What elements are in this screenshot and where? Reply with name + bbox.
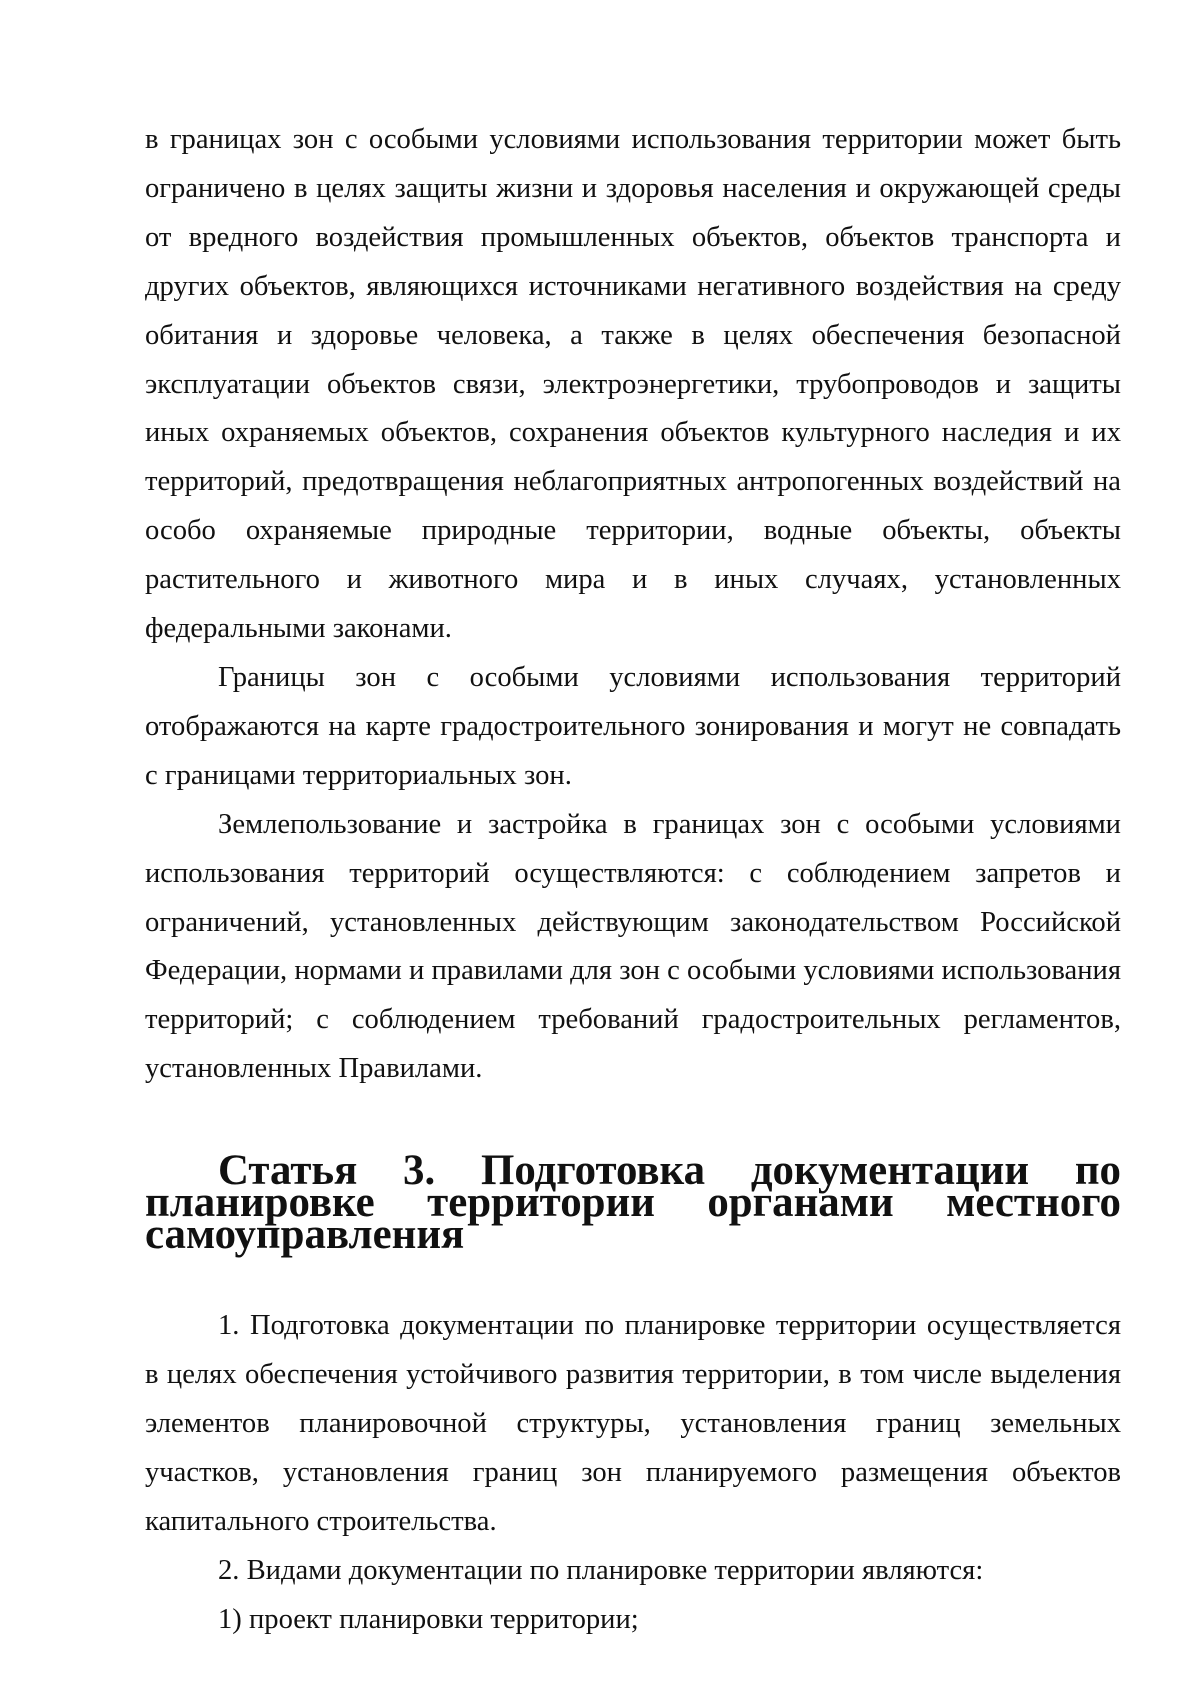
paragraph-item-1: 1. Подготовка документации по планировке территории осуществляется в целях обеспечения устойчивого развития территории, в том числе выделения элементов планировочной структуры, установления границ земельных участков, установления границ зон планируемого размещения объектов капитального строительства. — [145, 1310, 1121, 1537]
paragraph-land-use: Землепользование и застройка в границах зон с особыми условиями использования территорий осуществляются: с соблюдением запретов и ограничений, установленных действующим законодательством Российской Федерации, нормами и правилами для зон с особыми условиями использования территорий; с соблюдением требований градостроительных регламентов, установленных Правилами. — [145, 808, 1121, 1085]
spacer — [145, 1094, 1121, 1155]
paragraph-zone-boundaries: Границы зон с особыми условиями использования территорий отображаются на карте градостроительного зонирования и могут не совпадать с границами территориальных зон. — [145, 661, 1121, 791]
paragraph-subitem-1: 1) проект планировки территории; — [218, 1603, 639, 1635]
paragraph-zone-restrictions: в границах зон с особыми условиями использования территории может быть ограничено в целях защиты жизни и здоровья населения и окружающей среды от вредного воздействия промышленных объектов, объектов транспорта и других объектов, являющихся источниками негативного воздействия на среду обитания и здоровье человека, а также в целях обеспечения безопасной эксплуатации объектов связи, электроэнергетики, трубопроводов и защиты иных охраняемых объектов, сохранения объектов культурного наследия и их территорий, предотвращения неблагоприятных антропогенных воздействий на особо охраняемые природные территории, водные объекты, объекты растительного и животного мира и в иных случаях, установленных федеральными законами. — [145, 124, 1121, 645]
document-page — [145, 116, 1121, 1644]
article-heading: Статья 3. Подготовка документации по планировке территории органами местного самоуправления — [145, 1147, 1121, 1259]
spacer — [145, 1251, 1121, 1302]
paragraph-item-2: 2. Видами документации по планировке территории являются: — [218, 1554, 984, 1586]
